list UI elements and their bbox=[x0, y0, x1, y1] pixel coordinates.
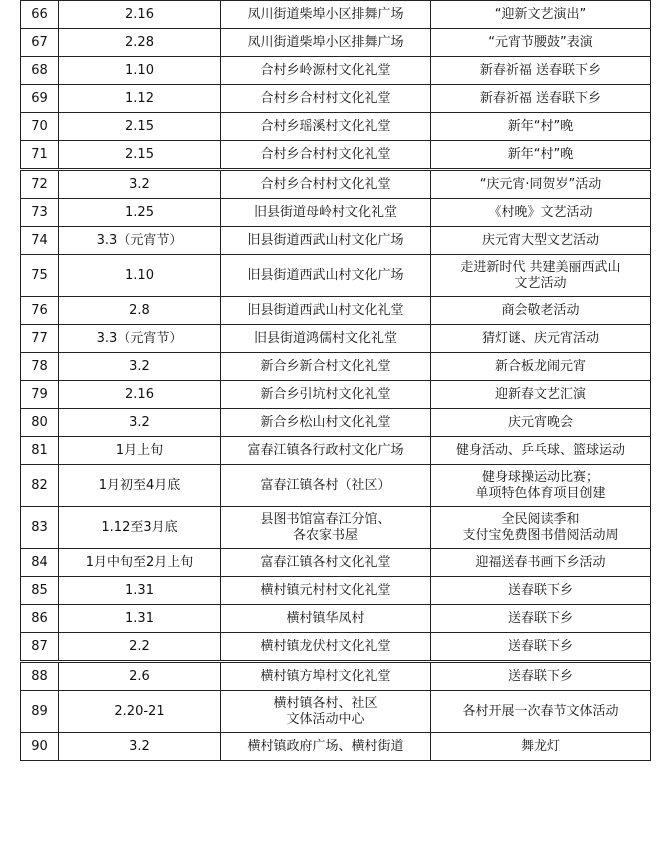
table-row bbox=[21, 199, 651, 227]
venue-cell: 合村乡合村村文化礼堂 bbox=[221, 170, 431, 199]
activity-cell bbox=[431, 507, 651, 549]
table-row bbox=[21, 577, 651, 605]
table-row bbox=[21, 549, 651, 577]
venue-cell: 合村乡合村村文化礼堂 bbox=[221, 141, 431, 170]
date-cell: 1.31 bbox=[59, 577, 221, 605]
activity-cell: 迎新春文艺汇演 bbox=[431, 381, 651, 409]
table-row bbox=[21, 633, 651, 662]
date-cell: 1.10 bbox=[59, 255, 221, 297]
row-number-cell: 80 bbox=[21, 409, 59, 437]
date-cell: 3.2 bbox=[59, 170, 221, 199]
table-row bbox=[21, 507, 651, 549]
table-row bbox=[21, 465, 651, 507]
activity-cell: 送春联下乡 bbox=[431, 662, 651, 691]
row-number-cell: 77 bbox=[21, 325, 59, 353]
row-number-cell: 66 bbox=[21, 1, 59, 29]
date-cell: 3.3（元宵节） bbox=[59, 325, 221, 353]
row-number-cell: 79 bbox=[21, 381, 59, 409]
date-cell: 2.28 bbox=[59, 29, 221, 57]
table-row bbox=[21, 353, 651, 381]
table-row bbox=[21, 605, 651, 633]
venue-cell: 旧县街道西武山村文化广场 bbox=[221, 227, 431, 255]
row-number-cell: 78 bbox=[21, 353, 59, 381]
table-row bbox=[21, 662, 651, 691]
activity-line: 全民阅读季和 bbox=[501, 511, 580, 527]
venue-cell: 合村乡岭源村文化礼堂 bbox=[221, 57, 431, 85]
venue-cell: 横村镇龙伏村文化礼堂 bbox=[221, 633, 431, 662]
table-row bbox=[21, 437, 651, 465]
activity-line: 走进新时代 共建美丽西武山 bbox=[460, 259, 621, 275]
venue-cell: 新合乡引坑村文化礼堂 bbox=[221, 381, 431, 409]
activity-cell: 庆元宵晚会 bbox=[431, 409, 651, 437]
activity-cell: 送春联下乡 bbox=[431, 605, 651, 633]
activity-cell: 迎福送春书画下乡活动 bbox=[431, 549, 651, 577]
table-row bbox=[21, 29, 651, 57]
activity-cell: “庆元宵·同贺岁”活动 bbox=[431, 170, 651, 199]
activity-cell: 新合板龙闹元宵 bbox=[431, 353, 651, 381]
activity-cell: 庆元宵大型文艺活动 bbox=[431, 227, 651, 255]
venue-cell: 凤川街道柴埠小区排舞广场 bbox=[221, 1, 431, 29]
table-row bbox=[21, 325, 651, 353]
date-cell: 2.6 bbox=[59, 662, 221, 691]
table-row bbox=[21, 141, 651, 170]
venue-cell: 合村乡合村村文化礼堂 bbox=[221, 85, 431, 113]
row-number-cell: 68 bbox=[21, 57, 59, 85]
venue-cell bbox=[221, 507, 431, 549]
table-row bbox=[21, 691, 651, 733]
activity-line: 文艺活动 bbox=[514, 275, 567, 291]
activity-cell: 健身活动、乒乓球、篮球运动 bbox=[431, 437, 651, 465]
row-number-cell: 83 bbox=[21, 507, 59, 549]
activity-line: 单项特色体育项目创建 bbox=[475, 485, 606, 501]
activity-cell: 商会敬老活动 bbox=[431, 297, 651, 325]
date-cell: 2.16 bbox=[59, 1, 221, 29]
row-number-cell: 70 bbox=[21, 113, 59, 141]
row-number-cell: 72 bbox=[21, 170, 59, 199]
row-number-cell: 86 bbox=[21, 605, 59, 633]
row-number-cell: 73 bbox=[21, 199, 59, 227]
venue-cell: 富春江镇各村文化礼堂 bbox=[221, 549, 431, 577]
venue-cell: 富春江镇各行政村文化广场 bbox=[221, 437, 431, 465]
table-row bbox=[21, 381, 651, 409]
activity-cell: 新年“村”晚 bbox=[431, 141, 651, 170]
venue-cell bbox=[221, 691, 431, 733]
venue-line: 各农家书屋 bbox=[292, 527, 358, 543]
date-cell: 1月中旬至2月上旬 bbox=[59, 549, 221, 577]
activity-cell bbox=[431, 255, 651, 297]
activity-line: 支付宝免费图书借阅活动周 bbox=[462, 527, 619, 543]
row-number-cell: 87 bbox=[21, 633, 59, 662]
date-cell: 3.2 bbox=[59, 733, 221, 761]
venue-cell: 合村乡瑶溪村文化礼堂 bbox=[221, 113, 431, 141]
venue-cell: 旧县街道母岭村文化礼堂 bbox=[221, 199, 431, 227]
date-cell: 3.2 bbox=[59, 409, 221, 437]
row-number-cell: 75 bbox=[21, 255, 59, 297]
activity-cell: 新年“村”晚 bbox=[431, 113, 651, 141]
venue-cell: 新合乡松山村文化礼堂 bbox=[221, 409, 431, 437]
venue-cell: 富春江镇各村（社区） bbox=[221, 465, 431, 507]
date-cell: 1.12至3月底 bbox=[59, 507, 221, 549]
venue-cell: 旧县街道鸿儒村文化礼堂 bbox=[221, 325, 431, 353]
row-number-cell: 67 bbox=[21, 29, 59, 57]
activity-cell: “元宵节腰鼓”表演 bbox=[431, 29, 651, 57]
activity-cell: 各村开展一次春节文体活动 bbox=[431, 691, 651, 733]
date-cell: 3.2 bbox=[59, 353, 221, 381]
activity-line: 健身球操运动比赛； bbox=[481, 469, 599, 485]
activity-cell: 送春联下乡 bbox=[431, 633, 651, 662]
venue-line: 文体活动中心 bbox=[286, 711, 365, 727]
venue-cell: 新合乡新合村文化礼堂 bbox=[221, 353, 431, 381]
venue-cell: 旧县街道西武山村文化广场 bbox=[221, 255, 431, 297]
table-body bbox=[21, 1, 651, 761]
table-row bbox=[21, 1, 651, 29]
event-schedule-table bbox=[20, 0, 651, 761]
table-row bbox=[21, 297, 651, 325]
date-cell: 2.2 bbox=[59, 633, 221, 662]
date-cell: 1月初至4月底 bbox=[59, 465, 221, 507]
activity-cell: 舞龙灯 bbox=[431, 733, 651, 761]
date-cell: 1.31 bbox=[59, 605, 221, 633]
activity-cell: “迎新文艺演出” bbox=[431, 1, 651, 29]
venue-cell: 横村镇元村村文化礼堂 bbox=[221, 577, 431, 605]
row-number-cell: 76 bbox=[21, 297, 59, 325]
row-number-cell: 84 bbox=[21, 549, 59, 577]
row-number-cell: 74 bbox=[21, 227, 59, 255]
watermark bbox=[650, 828, 654, 843]
row-number-cell: 85 bbox=[21, 577, 59, 605]
date-cell: 1月上旬 bbox=[59, 437, 221, 465]
row-number-cell: 69 bbox=[21, 85, 59, 113]
activity-cell: 送春联下乡 bbox=[431, 577, 651, 605]
date-cell: 2.8 bbox=[59, 297, 221, 325]
activity-cell bbox=[431, 465, 651, 507]
venue-line: 县图书馆富春江分馆、 bbox=[260, 511, 391, 527]
table-row bbox=[21, 113, 651, 141]
date-cell: 1.12 bbox=[59, 85, 221, 113]
date-cell: 2.15 bbox=[59, 113, 221, 141]
row-number-cell: 90 bbox=[21, 733, 59, 761]
row-number-cell: 71 bbox=[21, 141, 59, 170]
table-row bbox=[21, 170, 651, 199]
table-row bbox=[21, 733, 651, 761]
activity-cell: 猜灯谜、庆元宵活动 bbox=[431, 325, 651, 353]
activity-cell: 新春祈福 送春联下乡 bbox=[431, 85, 651, 113]
table-row bbox=[21, 227, 651, 255]
row-number-cell: 89 bbox=[21, 691, 59, 733]
date-cell: 2.20-21 bbox=[59, 691, 221, 733]
table-row bbox=[21, 255, 651, 297]
row-number-cell: 81 bbox=[21, 437, 59, 465]
venue-cell: 旧县街道西武山村文化礼堂 bbox=[221, 297, 431, 325]
date-cell: 2.15 bbox=[59, 141, 221, 170]
date-cell: 2.16 bbox=[59, 381, 221, 409]
activity-cell: 新春祈福 送春联下乡 bbox=[431, 57, 651, 85]
date-cell: 1.10 bbox=[59, 57, 221, 85]
row-number-cell: 88 bbox=[21, 662, 59, 691]
venue-cell: 凤川街道柴埠小区排舞广场 bbox=[221, 29, 431, 57]
row-number-cell: 82 bbox=[21, 465, 59, 507]
venue-cell: 横村镇华凤村 bbox=[221, 605, 431, 633]
venue-line: 横村镇各村、社区 bbox=[273, 695, 378, 711]
table-row bbox=[21, 85, 651, 113]
activity-cell: 《村晚》文艺活动 bbox=[431, 199, 651, 227]
date-cell: 3.3（元宵节） bbox=[59, 227, 221, 255]
table-row bbox=[21, 57, 651, 85]
date-cell: 1.25 bbox=[59, 199, 221, 227]
table-row bbox=[21, 409, 651, 437]
venue-cell: 横村镇方埠村文化礼堂 bbox=[221, 662, 431, 691]
venue-cell: 横村镇政府广场、横村街道 bbox=[221, 733, 431, 761]
